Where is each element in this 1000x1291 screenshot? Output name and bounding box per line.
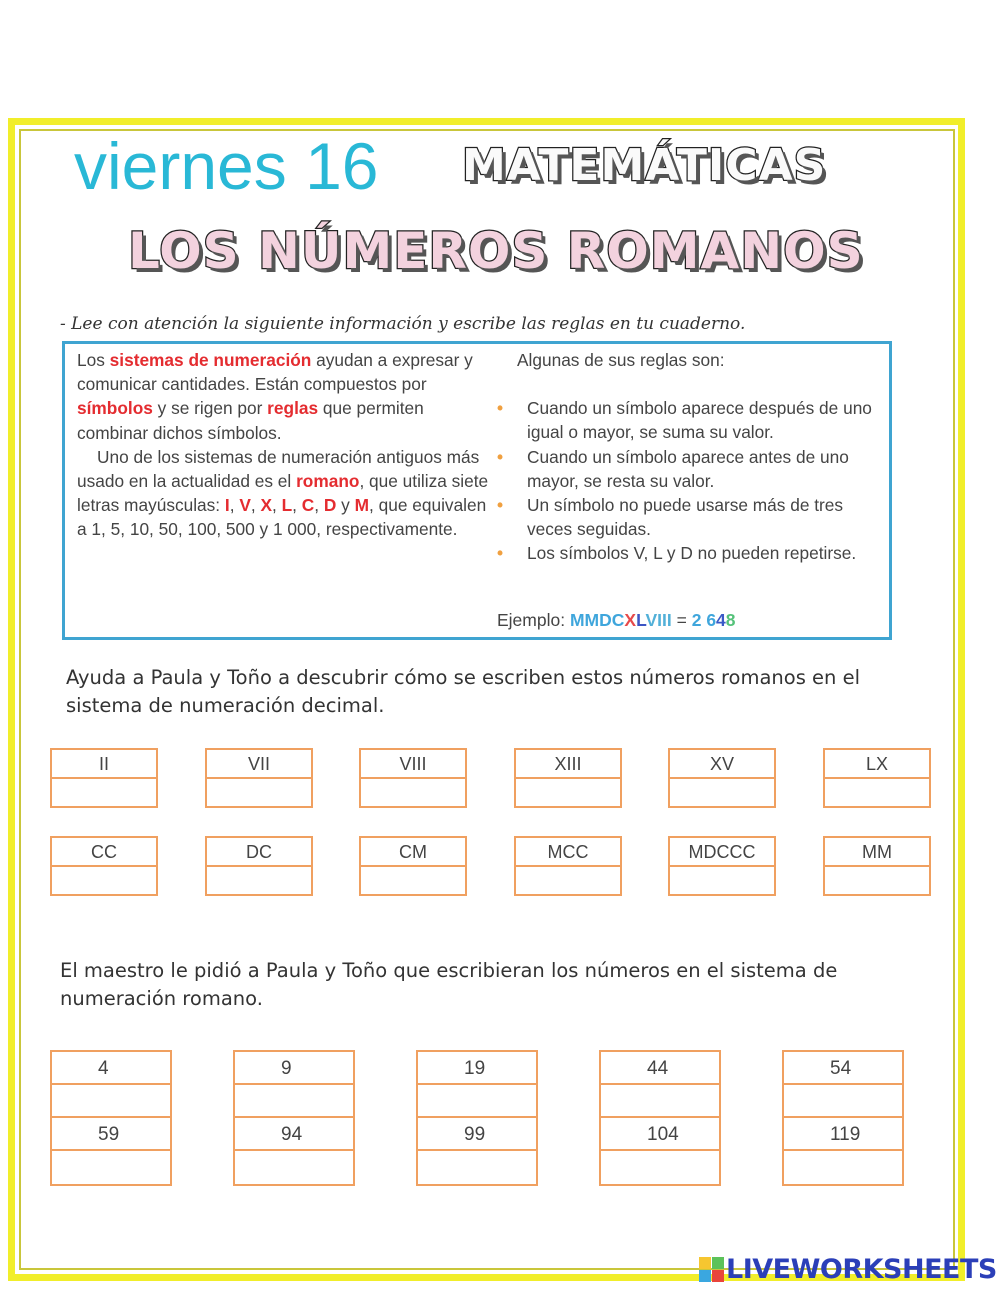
answer-input[interactable] bbox=[825, 779, 929, 806]
roman-box: CM bbox=[359, 836, 467, 896]
answer-input[interactable] bbox=[601, 1085, 719, 1118]
answer-input[interactable] bbox=[601, 1151, 719, 1184]
answer-input[interactable] bbox=[361, 779, 465, 806]
exercise-2-prompt: El maestro le pidió a Paula y Toño que escribieran los números en el sistema de numeración romano. bbox=[60, 959, 838, 1010]
roman-box: XV bbox=[668, 748, 776, 808]
rules-list bbox=[517, 396, 889, 565]
roman-box: DC bbox=[205, 836, 313, 896]
number-box: 9 94 bbox=[233, 1050, 355, 1186]
answer-input[interactable] bbox=[207, 779, 311, 806]
answer-input[interactable] bbox=[52, 779, 156, 806]
answer-input[interactable] bbox=[52, 1085, 170, 1118]
subject-title: MATEMÁTICAS bbox=[462, 140, 827, 191]
roman-box: XIII bbox=[514, 748, 622, 808]
answer-input[interactable] bbox=[52, 867, 156, 894]
answer-input[interactable] bbox=[52, 1151, 170, 1184]
example-line: Ejemplo: MMDCXLVIII = 2 648 bbox=[497, 610, 736, 630]
answer-input[interactable] bbox=[670, 867, 774, 894]
rules-heading: Algunas de sus reglas son: bbox=[517, 350, 725, 370]
roman-box: VIII bbox=[359, 748, 467, 808]
number-box: 44 104 bbox=[599, 1050, 721, 1186]
roman-box: MCC bbox=[514, 836, 622, 896]
instruction-text: - Lee con atención la siguiente información y escribe las reglas en tu cuaderno. bbox=[60, 314, 746, 334]
info-right-column bbox=[517, 348, 889, 566]
roman-box: LX bbox=[823, 748, 931, 808]
topic-title: LOS NÚMEROS ROMANOS bbox=[128, 222, 864, 280]
roman-box: MDCCC bbox=[668, 836, 776, 896]
info-box bbox=[62, 341, 892, 640]
rule-item: • Los símbolos V, L y D no pueden repetirse. bbox=[517, 541, 889, 565]
info-paragraph-2: Uno de los sistemas de numeración antiguos más usado en la actualidad es el romano, que utiliza siete letras mayúsculas: I, V, X, L, C, D y M, que equivalen a 1, 5, 10, 50, 100, 500 y 1 000, respectivamente. bbox=[77, 446, 489, 540]
date-heading: viernes 16 bbox=[74, 129, 379, 203]
exercise-1-prompt: Ayuda a Paula y Toño a descubrir cómo se escriben estos números romanos en el sistema de numeración decimal. bbox=[66, 666, 861, 717]
roman-box: II bbox=[50, 748, 158, 808]
rule-item: • Un símbolo no puede usarse más de tres veces seguidas. bbox=[517, 493, 889, 541]
answer-input[interactable] bbox=[784, 1151, 902, 1184]
answer-input[interactable] bbox=[361, 867, 465, 894]
answer-input[interactable] bbox=[418, 1151, 536, 1184]
info-paragraph-1: Los sistemas de numeración ayudan a expresar y comunicar cantidades. Están compuestos por símbolos y se rigen por reglas que permiten combinar dichos símbolos. bbox=[77, 350, 473, 443]
answer-input[interactable] bbox=[418, 1085, 536, 1118]
number-box: 19 99 bbox=[416, 1050, 538, 1186]
answer-input[interactable] bbox=[670, 779, 774, 806]
answer-input[interactable] bbox=[825, 867, 929, 894]
info-left-column bbox=[77, 348, 497, 542]
number-box: 4 59 bbox=[50, 1050, 172, 1186]
answer-input[interactable] bbox=[784, 1085, 902, 1118]
answer-input[interactable] bbox=[516, 779, 620, 806]
rule-item: • Cuando un símbolo aparece después de uno igual o mayor, se suma su valor. bbox=[517, 396, 889, 444]
answer-input[interactable] bbox=[235, 1085, 353, 1118]
roman-box: VII bbox=[205, 748, 313, 808]
logo-icon bbox=[699, 1257, 724, 1282]
answer-input[interactable] bbox=[235, 1151, 353, 1184]
liveworksheets-logo[interactable]: LIVEWORKSHEETS bbox=[699, 1255, 997, 1283]
answer-input[interactable] bbox=[207, 867, 311, 894]
roman-box: MM bbox=[823, 836, 931, 896]
answer-input[interactable] bbox=[516, 867, 620, 894]
number-box: 54 119 bbox=[782, 1050, 904, 1186]
rule-item: • Cuando un símbolo aparece antes de uno mayor, se resta su valor. bbox=[517, 445, 889, 493]
roman-box: CC bbox=[50, 836, 158, 896]
